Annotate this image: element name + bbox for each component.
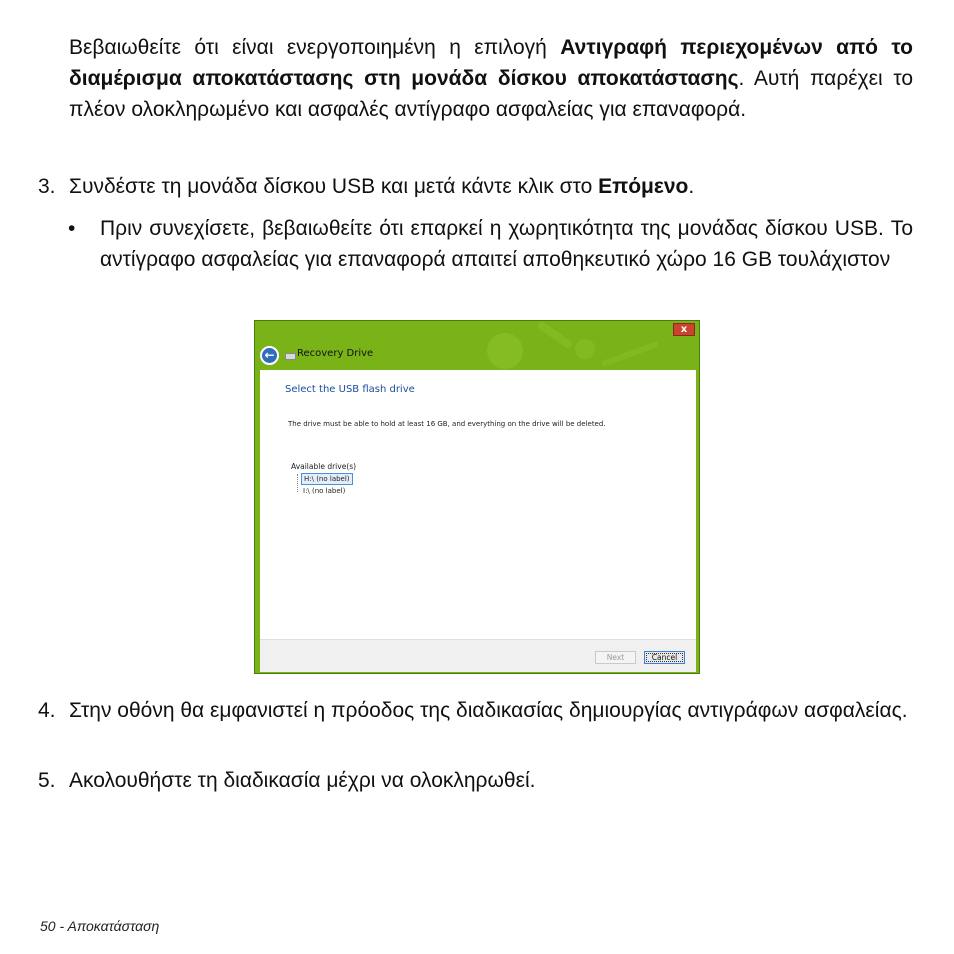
next-button[interactable]: Next xyxy=(595,651,636,664)
step-3-number: 3. xyxy=(38,175,56,198)
step-3-text-start: Συνδέστε τη μονάδα δίσκου USB και μετά κάντε κλικ στο xyxy=(69,175,599,198)
dialog-heading: Select the USB flash drive xyxy=(285,384,415,395)
background-decoration xyxy=(255,321,700,369)
intro-text-end: . Αυτή παρέχει το πλέον ολοκληρωμένο και ασφαλές αντίγραφο ασφαλείας για επαναφορά. xyxy=(69,67,914,121)
drive-icon xyxy=(285,353,296,360)
step-3-text xyxy=(69,171,913,202)
bullet-marker: • xyxy=(68,217,76,240)
step-4-text: Στην οθόνη θα εμφανιστεί η πρόοδος της διαδικασίας δημιουργίας αντιγράφων ασφαλείας. xyxy=(69,699,908,722)
step-5-text: Ακολουθήστε τη διαδικασία μέχρι να ολοκληρωθεί. xyxy=(69,769,536,792)
step-3-text-end: . xyxy=(688,175,695,198)
bullet-text: Πριν συνεχίσετε, βεβαιωθείτε ότι επαρκεί η χωρητικότητα της μονάδας δίσκου USB. Το αντίγραφο ασφαλείας για επαναφορά απαιτεί αποθηκευτικό χώρο 16 GB τουλάχιστον xyxy=(100,217,913,271)
step-4-number: 4. xyxy=(38,699,56,722)
step-5-number: 5. xyxy=(38,769,56,792)
intro-option-name: Αντιγραφή περιεχομένων από το διαμέρισμα αποκατάστασης στη μονάδα δίσκου αποκατάστασης xyxy=(69,36,914,90)
tree-connector xyxy=(297,474,299,492)
drive-item-h[interactable]: H:\ (no label) xyxy=(301,473,353,485)
back-arrow-icon[interactable]: ← xyxy=(260,346,279,365)
dialog-footer xyxy=(260,639,696,672)
recovery-drive-screenshot xyxy=(254,320,700,674)
intro-text: Βεβαιωθείτε ότι είναι ενεργοποιημένη η επιλογή xyxy=(69,36,561,59)
page-footer: 50 - Αποκατάσταση xyxy=(40,918,160,934)
step-3-next-label: Επόμενο xyxy=(598,175,689,198)
window-title: Recovery Drive xyxy=(297,348,374,359)
cancel-button[interactable]: Cancel xyxy=(644,651,685,664)
dialog-content xyxy=(260,370,696,639)
available-drives-label: Available drive(s) xyxy=(291,462,357,471)
intro-paragraph xyxy=(69,32,913,125)
dialog-description: The drive must be able to hold at least 16 GB, and everything on the drive will be deleted. xyxy=(288,420,606,428)
close-button[interactable]: x xyxy=(673,323,695,336)
drive-item-i[interactable]: I:\ (no label) xyxy=(303,487,346,495)
